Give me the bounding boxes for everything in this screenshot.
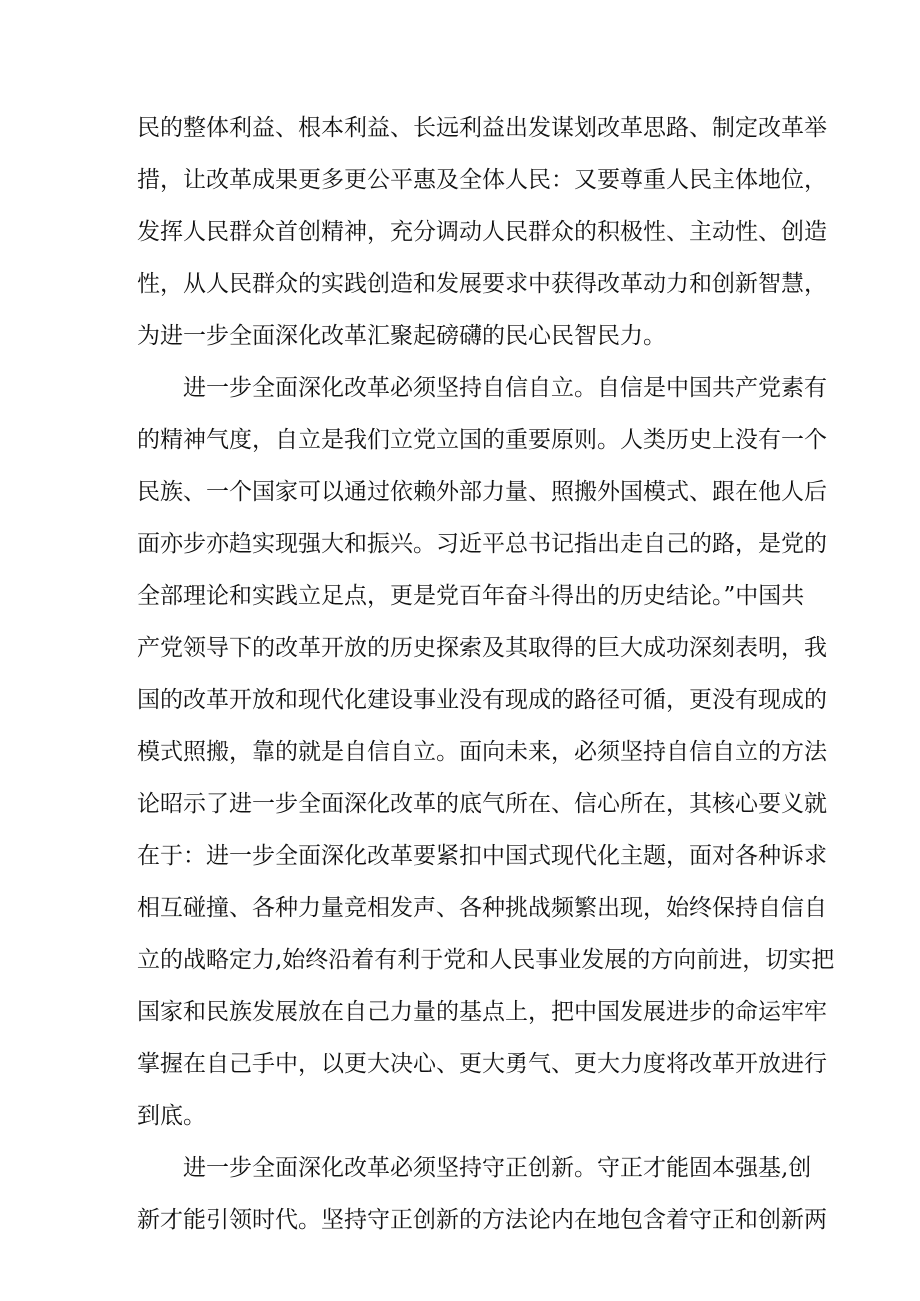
paragraph-line: 掌握在自己手中，以更大决心、更大勇气、更大力度将改革开放进行 bbox=[137, 1051, 827, 1077]
paragraph-line: 到底。 bbox=[137, 1103, 206, 1129]
paragraph-line: 全部理论和实践立足点，更是党百年奋斗得出的历史结论。”中国共 bbox=[137, 583, 805, 609]
paragraph-line: 发挥人民群众首创精神，充分调动人民群众的积极性、主动性、创造 bbox=[137, 219, 827, 245]
paragraph-line: 新才能引领时代。坚持守正创新的方法论内在地包含着守正和创新两 bbox=[137, 1207, 827, 1233]
paragraph-line: 国的改革开放和现代化建设事业没有现成的路径可循，更没有现成的 bbox=[137, 687, 827, 713]
paragraph-line: 性，从人民群众的实践创造和发展要求中获得改革动力和创新智慧， bbox=[137, 271, 827, 297]
paragraph-line: 产党领导下的改革开放的历史探索及其取得的巨大成功深刻表明，我 bbox=[137, 635, 827, 661]
paragraph-line: 相互碰撞、各种力量竞相发声、各种挑战频繁出现，始终保持自信自 bbox=[137, 895, 827, 921]
paragraph-line: 民的整体利益、根本利益、长远利益出发谋划改革思路、制定改革举 bbox=[137, 115, 827, 141]
paragraph-line: 进一步全面深化改革必须坚持守正创新。守正才能固本强基,创 bbox=[183, 1155, 812, 1181]
paragraph-line: 民族、一个国家可以通过依赖外部力量、照搬外国模式、跟在他人后 bbox=[137, 479, 827, 505]
paragraph-line: 进一步全面深化改革必须坚持自信自立。自信是中国共产党素有 bbox=[183, 375, 827, 401]
paragraph-line: 的精神气度，自立是我们立党立国的重要原则。人类历史上没有一个 bbox=[137, 427, 827, 453]
paragraph-line: 立的战略定力,始终沿着有利于党和人民事业发展的方向前进，切实把 bbox=[137, 947, 835, 973]
paragraph-line: 模式照搬，靠的就是自信自立。面向未来，必须坚持自信自立的方法 bbox=[137, 739, 827, 765]
paragraph-line: 论昭示了进一步全面深化改革的底气所在、信心所在，其核心要义就 bbox=[137, 791, 827, 817]
paragraph-line: 在于：进一步全面深化改革要紧扣中国式现代化主题，面对各种诉求 bbox=[137, 843, 827, 869]
paragraph-line: 面亦步亦趋实现强大和振兴。习近平总书记指出走自己的路，是党的 bbox=[137, 531, 827, 557]
paragraph-line: 措，让改革成果更多更公平惠及全体人民：又要尊重人民主体地位， bbox=[137, 167, 827, 193]
paragraph-line: 国家和民族发展放在自己力量的基点上，把中国发展进步的命运牢牢 bbox=[137, 999, 827, 1025]
paragraph-line: 为进一步全面深化改革汇聚起磅礴的民心民智民力。 bbox=[137, 323, 666, 349]
